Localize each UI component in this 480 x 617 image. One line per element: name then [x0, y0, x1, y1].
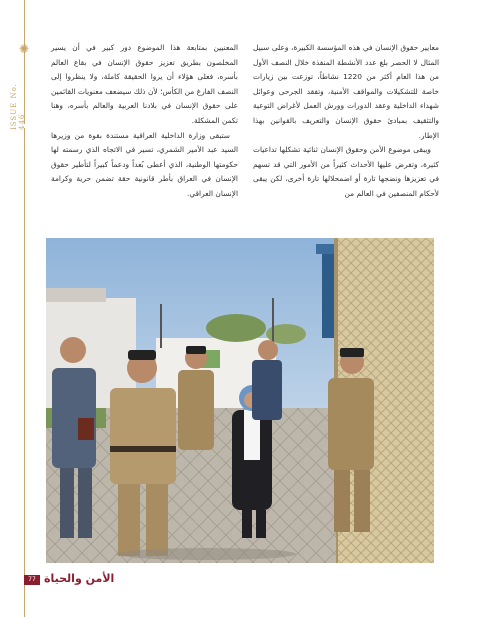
- article-photo: [46, 238, 434, 563]
- magazine-logo: الأمن والحياة: [44, 572, 115, 585]
- paragraph: ستبقى وزارة الداخلية العراقية مستندة بقوة من وزيرها السيد عبد الأمير الشمري، تسير في الاتجاه الذي رسمته لها حكومتها الوطنية، الذي أعطى بُعداً ودعماً كبيراً لتأطير حقوق الإنسان في العراق بأطر قانونية حقة تضمن حرية وكرامة الإنسان العراقي.: [51, 130, 238, 198]
- paragraph: ويبقى موضوع الأمن وحقوق الإنسان ثنائية تشكلها تداعيات كثيرة، وتفرض عليها الأحداث كثيراً من الأمور التي قد تسهم في تعزيزها ونضجها تارة أو اضمحلالها تارة أخرى، لكن يبقى لأحكام المنصفين في العالم من: [253, 145, 439, 198]
- paragraph: المعنيين بمتابعة هذا الموضوع دور كبير في أن يسير المخلصون بطريق تعزيز حقوق الإنسان في بقاع العالم بأسره، فعلى هؤلاء أن يروا الحقيقة كاملة، ولا ينظروا إلى النصف الفارغ من الكأس؛ لأن ذلك سيضعف معنويات القائمين على حقوق الإنسان في بلادنا العربية والعالم بأسره، وهنا تكمن المشكلة.: [51, 43, 238, 125]
- sidebar-divider-bottom: [24, 128, 25, 617]
- issue-label: ISSUE No. 446: [10, 83, 26, 130]
- sun-ornament-icon: ✺: [18, 42, 30, 56]
- article-column-right: [253, 41, 439, 202]
- article-column-left: [51, 41, 238, 202]
- paragraph: معايير حقوق الإنسان في هذه المؤسسة الكبيرة، وعلى سبيل المثال لا الحصر بلغ عدد الأنشطة المنفذة خلال النصف الأول من هذا العام أكثر من 1220 نشاطاً، توزعت بين زيارات خاصة للتشكيلات والمواقف الأمنية، وتفقد الجرحى وعوائل شهداء الداخلية وعقد الدورات وورش العمل لأغراض التوعية والتثقيف بمبادئ حقوق الإنسان والتعريف بالقوانين بهذا الإطار.: [253, 43, 439, 140]
- sidebar-divider-top: [24, 0, 25, 124]
- page-number: 77: [28, 576, 36, 583]
